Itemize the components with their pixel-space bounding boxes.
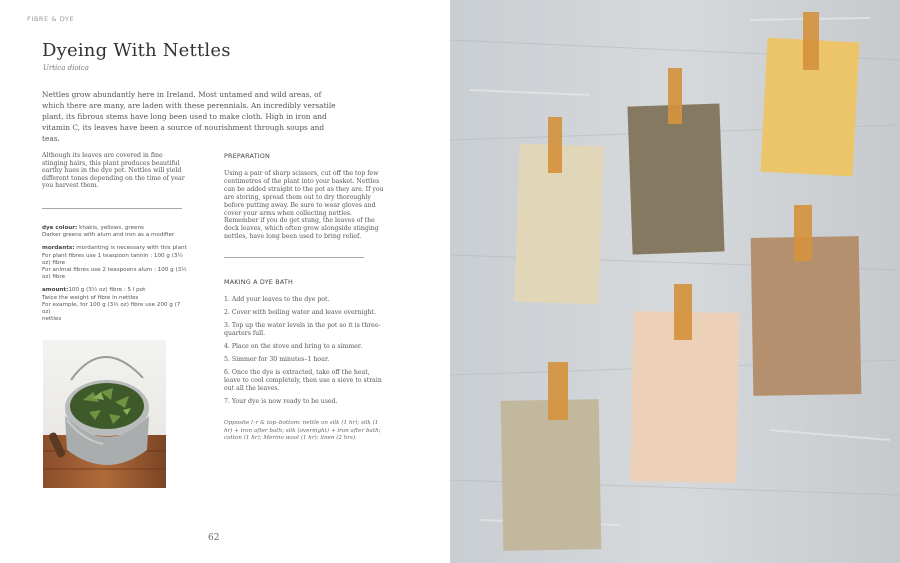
- mordants-line: mordants: mordanting is necessary with this plant: [42, 245, 187, 252]
- page-number: 62: [208, 533, 220, 543]
- mordants-animal: For animal fibres use 2 teaspoons alum : 100 g (3½ oz) fibre: [42, 266, 187, 281]
- step-item: 5. Simmer for 30 minutes–1 hour.: [224, 356, 330, 364]
- left-column: [42, 152, 187, 323]
- nettle-pot-photo: [43, 340, 166, 488]
- photo-caption: Opposite l–r & top–bottom: nettle on silk (1 hr); silk (1 hr) + iron after bath; silk (overnight) + iron after bath; cotton (1 hr); Merino wool (1 hr); linen (2 hrs).: [224, 420, 381, 442]
- step-item: 7. Your dye is now ready to be used.: [224, 398, 338, 406]
- divider: [224, 257, 364, 258]
- right-column: [224, 152, 386, 443]
- amount-line: amount:100 g (3½ oz) fibre : 5 l pot: [42, 287, 146, 294]
- dye-bath-steps: [224, 296, 386, 406]
- running-head: FIBRE & DYE: [27, 15, 75, 23]
- step-item: 6. Once the dye is extracted, take off the heat, leave to cool completely, then use a sieve to strain out all the leaves.: [224, 369, 382, 393]
- dye-colour-note: Darker greens with alum and iron as a modifier: [42, 232, 175, 239]
- intro-paragraph: Nettles grow abundantly here in Ireland. Most untamed and wild areas, of which there are many, are laden with these perennials. An incredibly versatile plant, its fibrous stems have long been used to make cloth. High in iron and vitamin C, its leaves have been a source of nourishment through soups and teas.: [42, 90, 336, 143]
- dye-colour-line: dye colour: khakis, yellows, greens: [42, 224, 144, 231]
- preparation-heading: PREPARATION: [224, 152, 271, 160]
- amount-note-1: Twice the weight of fibre in nettles: [42, 294, 139, 301]
- divider: [42, 208, 182, 209]
- amount-note-2: For example, for 100 g (3½ oz) fibre use 200 g (7 oz): [42, 301, 181, 315]
- preparation-text: Using a pair of sharp scissors, cut off the top few centimetres of the plant into your basket. Nettles can be added straight to the pot as they are. If you are storing, spread them out to dry thoroughly before putting away. Be sure to wear gloves and cover your arms when collecting nettles. Remember if you do get stung, the leaves of the dock leaves, which often grow alongside stinging nettles, have long been used to bring relief.: [224, 170, 384, 241]
- mordants-plant: For plant fibres use 1 teaspoon tannin : 100 g (3½ oz) fibre: [42, 252, 183, 266]
- dye-bath-heading: MAKING A DYE BATH: [224, 278, 294, 287]
- step-item: 2. Cover with boiling water and leave overnight.: [224, 309, 376, 317]
- step-item: 3. Top up the water levels in the pot so it is three-quarters full.: [224, 322, 381, 338]
- amount-note-3: nettles: [42, 316, 62, 323]
- latin-name: Urtica dioica: [43, 64, 89, 72]
- step-item: 1. Add your leaves to the dye pot.: [224, 296, 330, 304]
- page-title: Dyeing With Nettles: [42, 40, 231, 61]
- swatches-photo: [450, 0, 900, 563]
- swatch-pink: [631, 284, 740, 483]
- step-item: 4. Place on the stove and bring to a simmer.: [224, 343, 363, 351]
- leaves-paragraph: Although its leaves are covered in fine stinging hairs, this plant produces beautiful earthy hues in the dye pot. Nettles will yield different tones depending on the time of year you harvest them.: [42, 152, 185, 190]
